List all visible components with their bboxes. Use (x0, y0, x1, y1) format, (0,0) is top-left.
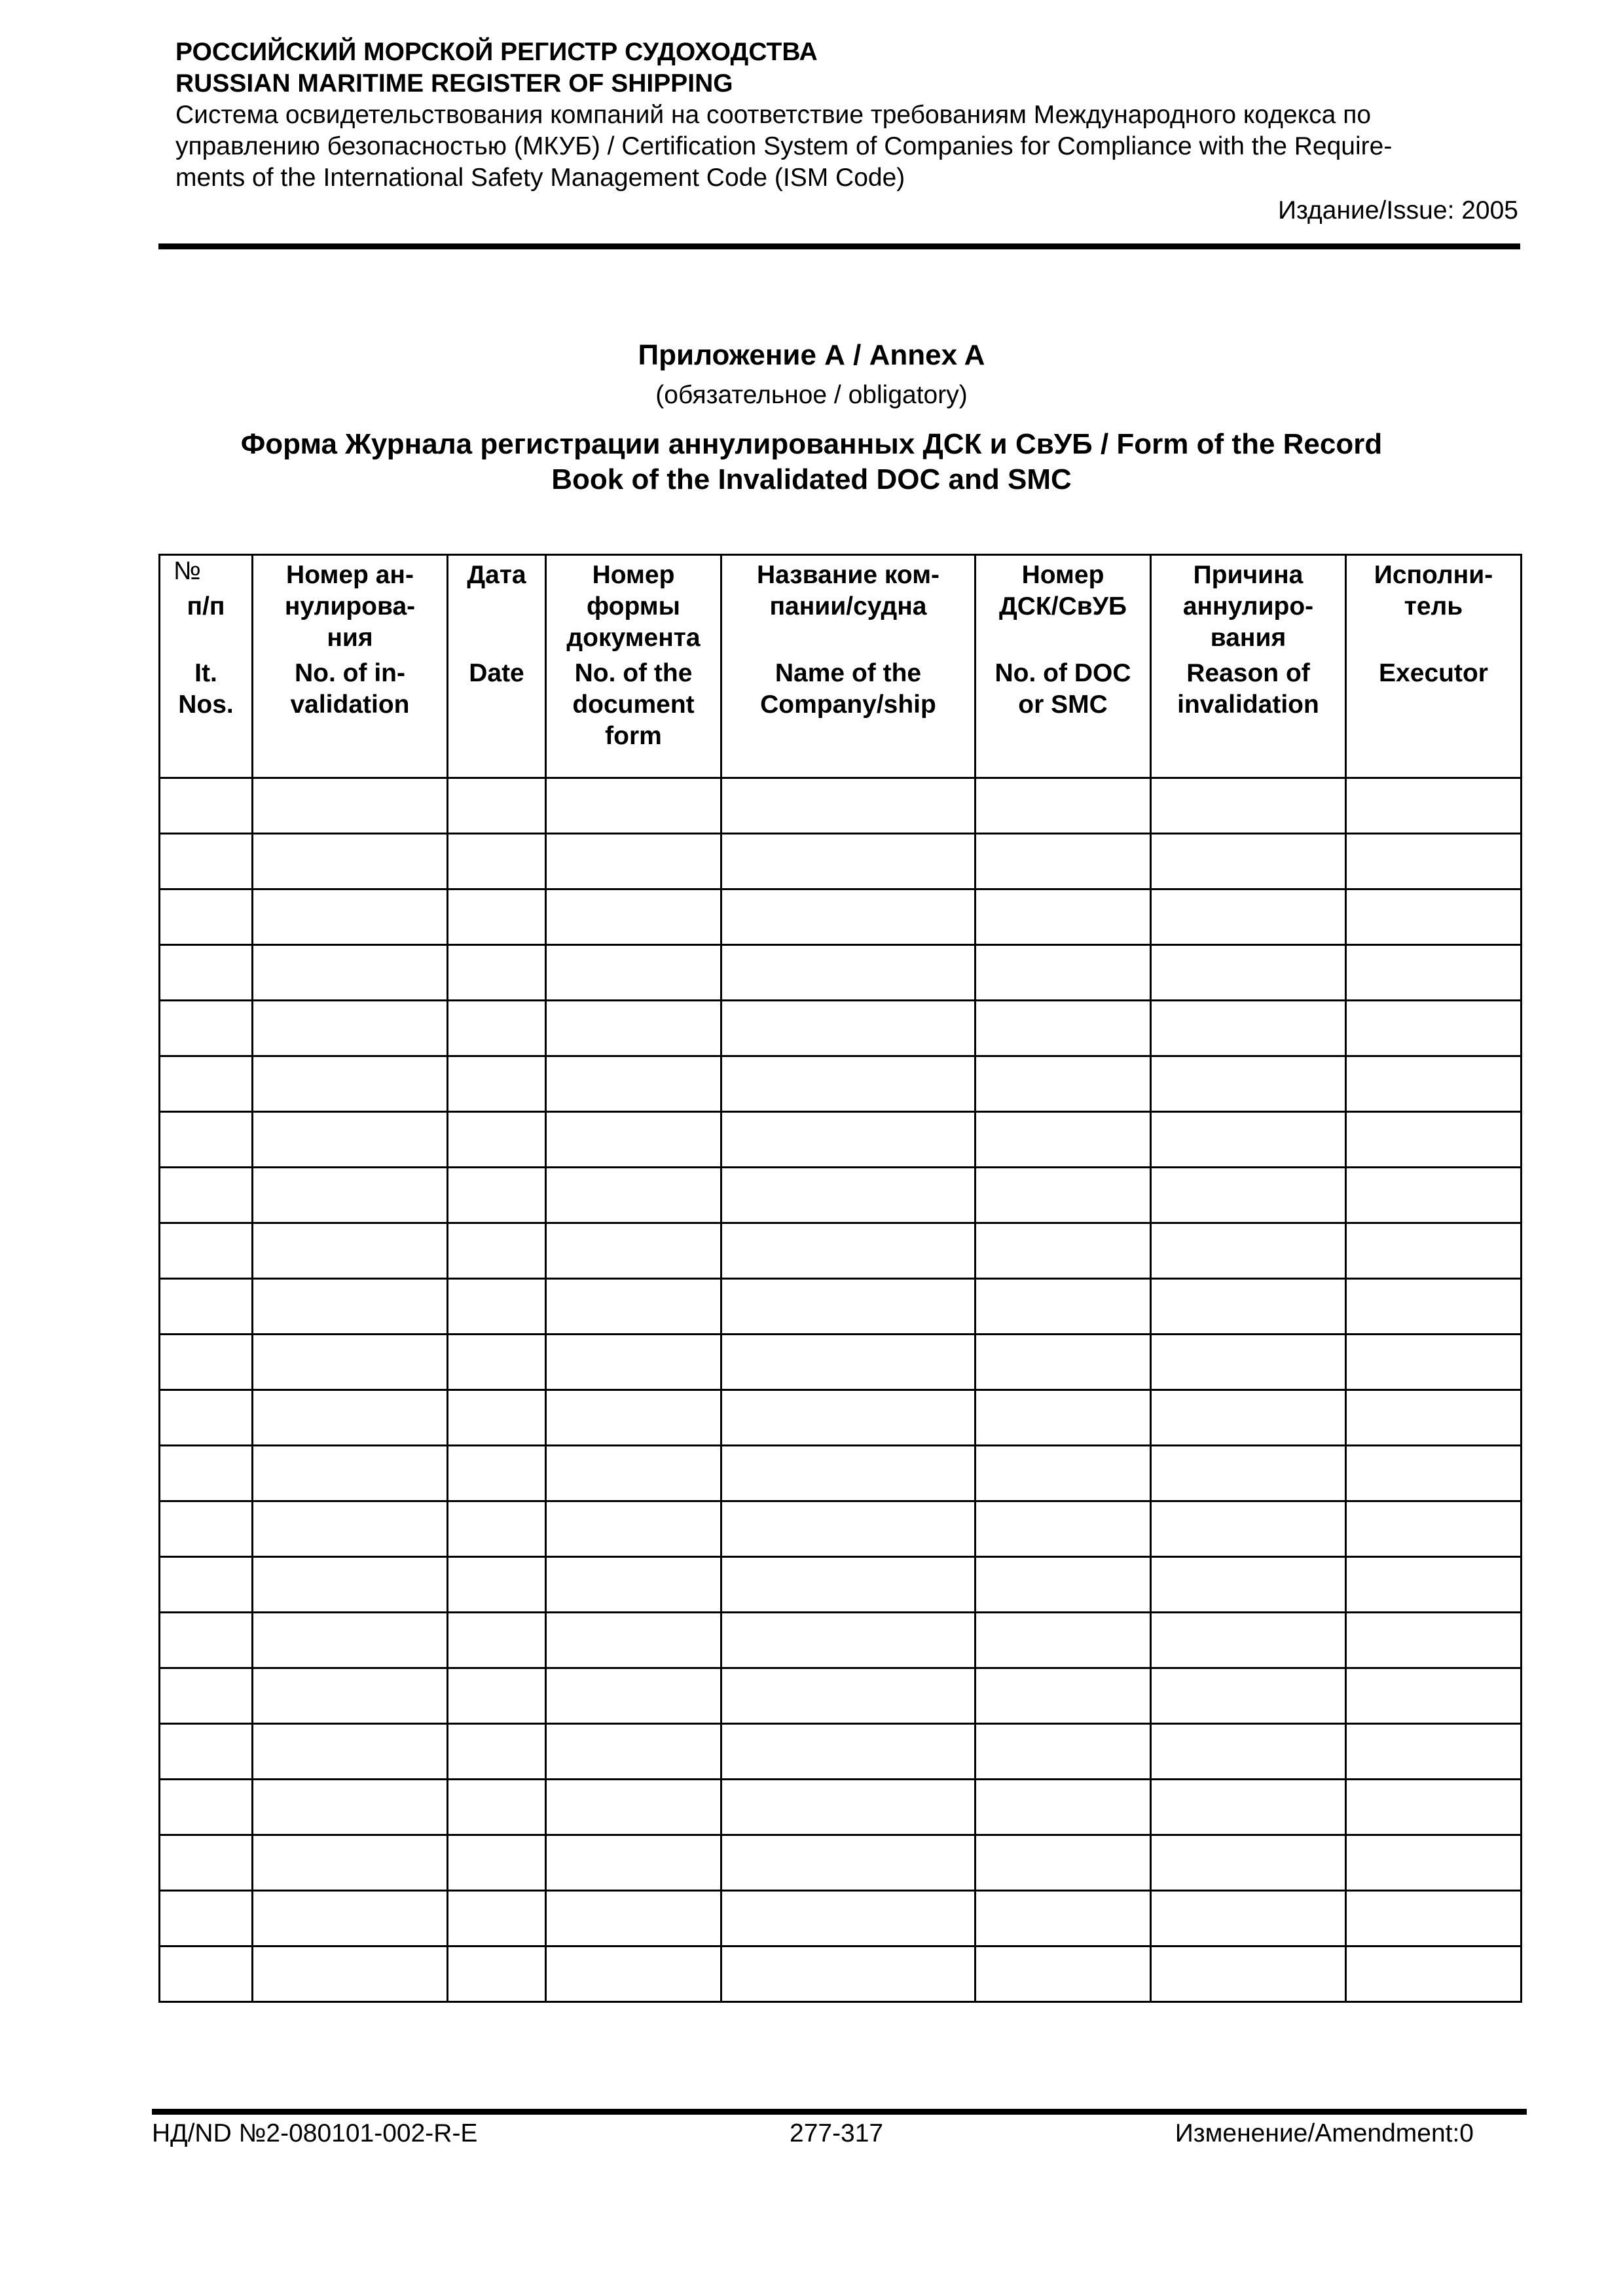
table-cell[interactable] (448, 945, 546, 1001)
table-cell[interactable] (721, 1446, 976, 1501)
table-cell[interactable] (721, 1279, 976, 1335)
table-cell[interactable] (160, 1501, 253, 1557)
table-cell[interactable] (448, 1557, 546, 1613)
col-header-executor: Исполни- тель Executor (1346, 555, 1522, 778)
table-cell[interactable] (160, 1168, 253, 1223)
table-cell[interactable] (160, 1112, 253, 1168)
system-title-line-3: ments of the International Safety Management Code (ISM Code) (175, 164, 905, 192)
table-cell[interactable] (1346, 1390, 1522, 1446)
table-cell[interactable] (253, 1501, 448, 1557)
table-cell[interactable] (1151, 1724, 1346, 1780)
table-cell[interactable] (976, 1613, 1151, 1668)
table-row (160, 1446, 1522, 1501)
table-cell[interactable] (253, 834, 448, 889)
table-cell[interactable] (976, 1056, 1151, 1112)
table-cell[interactable] (160, 1891, 253, 1946)
table-cell[interactable] (253, 1613, 448, 1668)
table-cell[interactable] (160, 945, 253, 1001)
table-cell[interactable] (448, 1390, 546, 1446)
table-cell[interactable] (721, 1168, 976, 1223)
table-cell[interactable] (1346, 889, 1522, 945)
table-cell[interactable] (546, 1891, 721, 1946)
table-row (160, 1501, 1522, 1557)
table-cell[interactable] (448, 1446, 546, 1501)
col-header-date: Дата Date (448, 555, 546, 778)
table-cell[interactable] (160, 1446, 253, 1501)
table-cell[interactable] (721, 1557, 976, 1613)
table-row (160, 1279, 1522, 1335)
table-cell[interactable] (546, 834, 721, 889)
form-title-line-1: Форма Журнала регистрации аннулированных ДСК и СвУБ / Form of the Record (240, 428, 1383, 460)
table-row (160, 889, 1522, 945)
table-row (160, 1001, 1522, 1056)
table-row (160, 945, 1522, 1001)
table-cell[interactable] (976, 834, 1151, 889)
annex-subtitle: (обязательное / obligatory) (655, 381, 968, 409)
table-cell[interactable] (721, 1724, 976, 1780)
table-cell[interactable] (1346, 1168, 1522, 1223)
table-row (160, 834, 1522, 889)
table-cell[interactable] (448, 1001, 546, 1056)
table-row (160, 1335, 1522, 1390)
table-cell[interactable] (1151, 1446, 1346, 1501)
table-cell[interactable] (1346, 1279, 1522, 1335)
table-cell[interactable] (1346, 1056, 1522, 1112)
table-cell[interactable] (721, 1223, 976, 1279)
table-cell[interactable] (1346, 834, 1522, 889)
table-cell[interactable] (721, 1891, 976, 1946)
table-cell[interactable] (1346, 1223, 1522, 1279)
table-cell[interactable] (976, 1335, 1151, 1390)
table-cell[interactable] (160, 1001, 253, 1056)
table-cell[interactable] (253, 1223, 448, 1279)
table-cell[interactable] (546, 1279, 721, 1335)
table-cell[interactable] (546, 1613, 721, 1668)
table-cell[interactable] (253, 1390, 448, 1446)
table-cell[interactable] (1346, 1724, 1522, 1780)
table-cell[interactable] (253, 1835, 448, 1891)
col-header-company-ship: Название ком- пании/судна Name of the Company/ship (721, 555, 976, 778)
table-cell[interactable] (976, 1891, 1151, 1946)
table-cell[interactable] (976, 1279, 1151, 1335)
table-body (160, 778, 1522, 2002)
table-row (160, 778, 1522, 834)
table-cell[interactable] (160, 1279, 253, 1335)
table-cell[interactable] (546, 1946, 721, 2002)
col-header-document-form-no: Номер формы документа No. of the document form (546, 555, 721, 778)
table-cell[interactable] (721, 1501, 976, 1557)
table-cell[interactable] (160, 1724, 253, 1780)
table-cell[interactable] (721, 1946, 976, 2002)
table-cell[interactable] (253, 1335, 448, 1390)
table-cell[interactable] (546, 778, 721, 834)
table-cell[interactable] (1151, 1613, 1346, 1668)
table-row (160, 1223, 1522, 1279)
table-cell[interactable] (546, 1446, 721, 1501)
table-cell[interactable] (721, 889, 976, 945)
table-row (160, 1946, 1522, 2002)
table-cell[interactable] (1151, 1112, 1346, 1168)
table-cell[interactable] (721, 1668, 976, 1724)
table-cell[interactable] (976, 1668, 1151, 1724)
table-cell[interactable] (1151, 1279, 1346, 1335)
table-cell[interactable] (253, 1946, 448, 2002)
table-cell[interactable] (253, 1056, 448, 1112)
table-cell[interactable] (1151, 1056, 1346, 1112)
footer-doc-number: НД/ND №2-080101-002-R-E (152, 2119, 478, 2147)
table-cell[interactable] (546, 1223, 721, 1279)
table-cell[interactable] (1151, 1223, 1346, 1279)
table-cell[interactable] (253, 1279, 448, 1335)
table-row (160, 1835, 1522, 1891)
table-cell[interactable] (721, 1056, 976, 1112)
table-cell[interactable] (253, 1112, 448, 1168)
table-cell[interactable] (1151, 834, 1346, 889)
table-cell[interactable] (546, 1501, 721, 1557)
table-cell[interactable] (448, 1056, 546, 1112)
table-cell[interactable] (976, 1112, 1151, 1168)
record-book-table (158, 554, 1522, 2003)
table-cell[interactable] (1151, 889, 1346, 945)
table-cell[interactable] (976, 1557, 1151, 1613)
table-cell[interactable] (160, 1335, 253, 1390)
table-cell[interactable] (160, 1668, 253, 1724)
table-cell[interactable] (448, 778, 546, 834)
table-cell[interactable] (1346, 1001, 1522, 1056)
table-cell[interactable] (1346, 1780, 1522, 1835)
table-cell[interactable] (1346, 1668, 1522, 1724)
table-cell[interactable] (160, 1056, 253, 1112)
table-cell[interactable] (546, 1780, 721, 1835)
table-cell[interactable] (976, 945, 1151, 1001)
table-cell[interactable] (976, 1835, 1151, 1891)
table-cell[interactable] (448, 1112, 546, 1168)
table-cell[interactable] (1346, 1112, 1522, 1168)
table-cell[interactable] (721, 1613, 976, 1668)
table-cell[interactable] (1151, 1891, 1346, 1946)
table-cell[interactable] (721, 1112, 976, 1168)
table-header-row (160, 555, 1522, 778)
footer-amendment: Изменение/Amendment:0 (1175, 2119, 1474, 2147)
table-cell[interactable] (448, 1168, 546, 1223)
table-row (160, 1780, 1522, 1835)
table-cell[interactable] (976, 778, 1151, 834)
footer-divider (152, 2109, 1527, 2115)
table-row (160, 1112, 1522, 1168)
table-row (160, 1168, 1522, 1223)
table-cell[interactable] (448, 889, 546, 945)
form-title (0, 427, 1623, 497)
table-cell[interactable] (976, 1223, 1151, 1279)
header-divider (158, 243, 1520, 249)
table-cell[interactable] (253, 945, 448, 1001)
table-cell[interactable] (721, 1835, 976, 1891)
table-cell[interactable] (546, 1835, 721, 1891)
table-cell[interactable] (1346, 1446, 1522, 1501)
table-cell[interactable] (721, 1001, 976, 1056)
table-cell[interactable] (253, 1724, 448, 1780)
table-cell[interactable] (253, 1668, 448, 1724)
table-cell[interactable] (976, 889, 1151, 945)
table-cell[interactable] (448, 1724, 546, 1780)
table-cell[interactable] (1346, 778, 1522, 834)
table-cell[interactable] (1151, 1168, 1346, 1223)
table-cell[interactable] (1151, 1668, 1346, 1724)
table-cell[interactable] (1346, 945, 1522, 1001)
table-cell[interactable] (1151, 945, 1346, 1001)
table-cell[interactable] (448, 1335, 546, 1390)
table-cell[interactable] (448, 1835, 546, 1891)
table-row (160, 1613, 1522, 1668)
table-cell[interactable] (448, 1223, 546, 1279)
table-cell[interactable] (160, 1613, 253, 1668)
table-cell[interactable] (253, 1446, 448, 1501)
table-cell[interactable] (976, 1001, 1151, 1056)
table-cell[interactable] (160, 834, 253, 889)
table-cell[interactable] (160, 1223, 253, 1279)
table-cell[interactable] (976, 1946, 1151, 2002)
table-cell[interactable] (1151, 778, 1346, 834)
table-cell[interactable] (448, 1780, 546, 1835)
table-cell[interactable] (976, 1446, 1151, 1501)
table-row (160, 1724, 1522, 1780)
table-cell[interactable] (976, 1724, 1151, 1780)
table-cell[interactable] (976, 1780, 1151, 1835)
table-cell[interactable] (160, 1390, 253, 1446)
table-cell[interactable] (721, 1335, 976, 1390)
table-cell[interactable] (546, 1112, 721, 1168)
table-cell[interactable] (1346, 1335, 1522, 1390)
table-cell[interactable] (976, 1390, 1151, 1446)
table-cell[interactable] (448, 1668, 546, 1724)
table-cell[interactable] (546, 1001, 721, 1056)
table-cell[interactable] (1151, 1946, 1346, 2002)
table-cell[interactable] (546, 1168, 721, 1223)
issue-label: Издание/Issue: 2005 (1278, 196, 1518, 224)
col-header-invalidation-no: Номер ан- нулирова- ния No. of in- validation (253, 555, 448, 778)
table-cell[interactable] (546, 1557, 721, 1613)
table-row (160, 1668, 1522, 1724)
table-cell[interactable] (160, 1780, 253, 1835)
table-row (160, 1557, 1522, 1613)
table-cell[interactable] (160, 778, 253, 834)
table-cell[interactable] (1346, 1557, 1522, 1613)
table-cell[interactable] (721, 1390, 976, 1446)
col-header-item-no: № п/п It. Nos. (160, 555, 253, 778)
table-cell[interactable] (1151, 1001, 1346, 1056)
table-cell[interactable] (976, 1168, 1151, 1223)
table-cell[interactable] (1346, 1613, 1522, 1668)
table-cell[interactable] (160, 1946, 253, 2002)
table-cell[interactable] (546, 1056, 721, 1112)
org-name-ru: РОССИЙСКИЙ МОРСКОЙ РЕГИСТР СУДОХОДСТВА (175, 38, 818, 66)
table-cell[interactable] (160, 1835, 253, 1891)
table-cell[interactable] (253, 1557, 448, 1613)
table-row (160, 1390, 1522, 1446)
table-cell[interactable] (448, 1613, 546, 1668)
org-name-en: RUSSIAN MARITIME REGISTER OF SHIPPING (175, 69, 733, 98)
table-cell[interactable] (976, 1501, 1151, 1557)
table-cell[interactable] (1151, 1335, 1346, 1390)
table-cell[interactable] (546, 945, 721, 1001)
col-header-reason: Причина аннулиро- вания Reason of invalidation (1151, 555, 1346, 778)
col-header-number-sign: № (173, 557, 201, 585)
table-cell[interactable] (253, 889, 448, 945)
table-cell[interactable] (1151, 1390, 1346, 1446)
table-cell[interactable] (1346, 1891, 1522, 1946)
table-cell[interactable] (253, 1001, 448, 1056)
system-title-line-2: управлению безопасностью (МКУБ) / Certification System of Companies for Compliance with the Require- (175, 132, 1393, 160)
footer-pages: 277-317 (790, 2119, 884, 2147)
table-cell[interactable] (546, 1724, 721, 1780)
table-cell[interactable] (1151, 1780, 1346, 1835)
table-cell[interactable] (546, 1335, 721, 1390)
document-header (175, 37, 1524, 194)
system-title-line-1: Система освидетельствования компаний на соответствие требованиям Международного кодекса по (175, 101, 1372, 129)
table-cell[interactable] (448, 1501, 546, 1557)
table-cell[interactable] (448, 1891, 546, 1946)
table-cell[interactable] (448, 1279, 546, 1335)
table-cell[interactable] (1151, 1501, 1346, 1557)
table-cell[interactable] (253, 1891, 448, 1946)
table-cell[interactable] (1151, 1557, 1346, 1613)
table-row (160, 1891, 1522, 1946)
table-cell[interactable] (160, 1557, 253, 1613)
table-cell[interactable] (253, 1168, 448, 1223)
form-title-line-2: Book of the Invalidated DOC and SMC (551, 463, 1072, 495)
table-cell[interactable] (160, 889, 253, 945)
table-cell[interactable] (721, 834, 976, 889)
table-cell[interactable] (448, 834, 546, 889)
table-cell[interactable] (1346, 1946, 1522, 2002)
table-cell[interactable] (721, 1780, 976, 1835)
table-cell[interactable] (721, 778, 976, 834)
table-cell[interactable] (448, 1946, 546, 2002)
annex-title: Приложение А / Annex A (638, 339, 985, 371)
table-cell[interactable] (546, 1390, 721, 1446)
table-row (160, 1056, 1522, 1112)
table-cell[interactable] (1346, 1501, 1522, 1557)
table-cell[interactable] (546, 1668, 721, 1724)
table-cell[interactable] (1346, 1835, 1522, 1891)
table-cell[interactable] (253, 778, 448, 834)
table-cell[interactable] (1151, 1835, 1346, 1891)
table-cell[interactable] (546, 889, 721, 945)
table-cell[interactable] (253, 1780, 448, 1835)
table-cell[interactable] (721, 945, 976, 1001)
col-header-doc-smc-no: Номер ДСК/СвУБ No. of DOC or SMC (976, 555, 1151, 778)
